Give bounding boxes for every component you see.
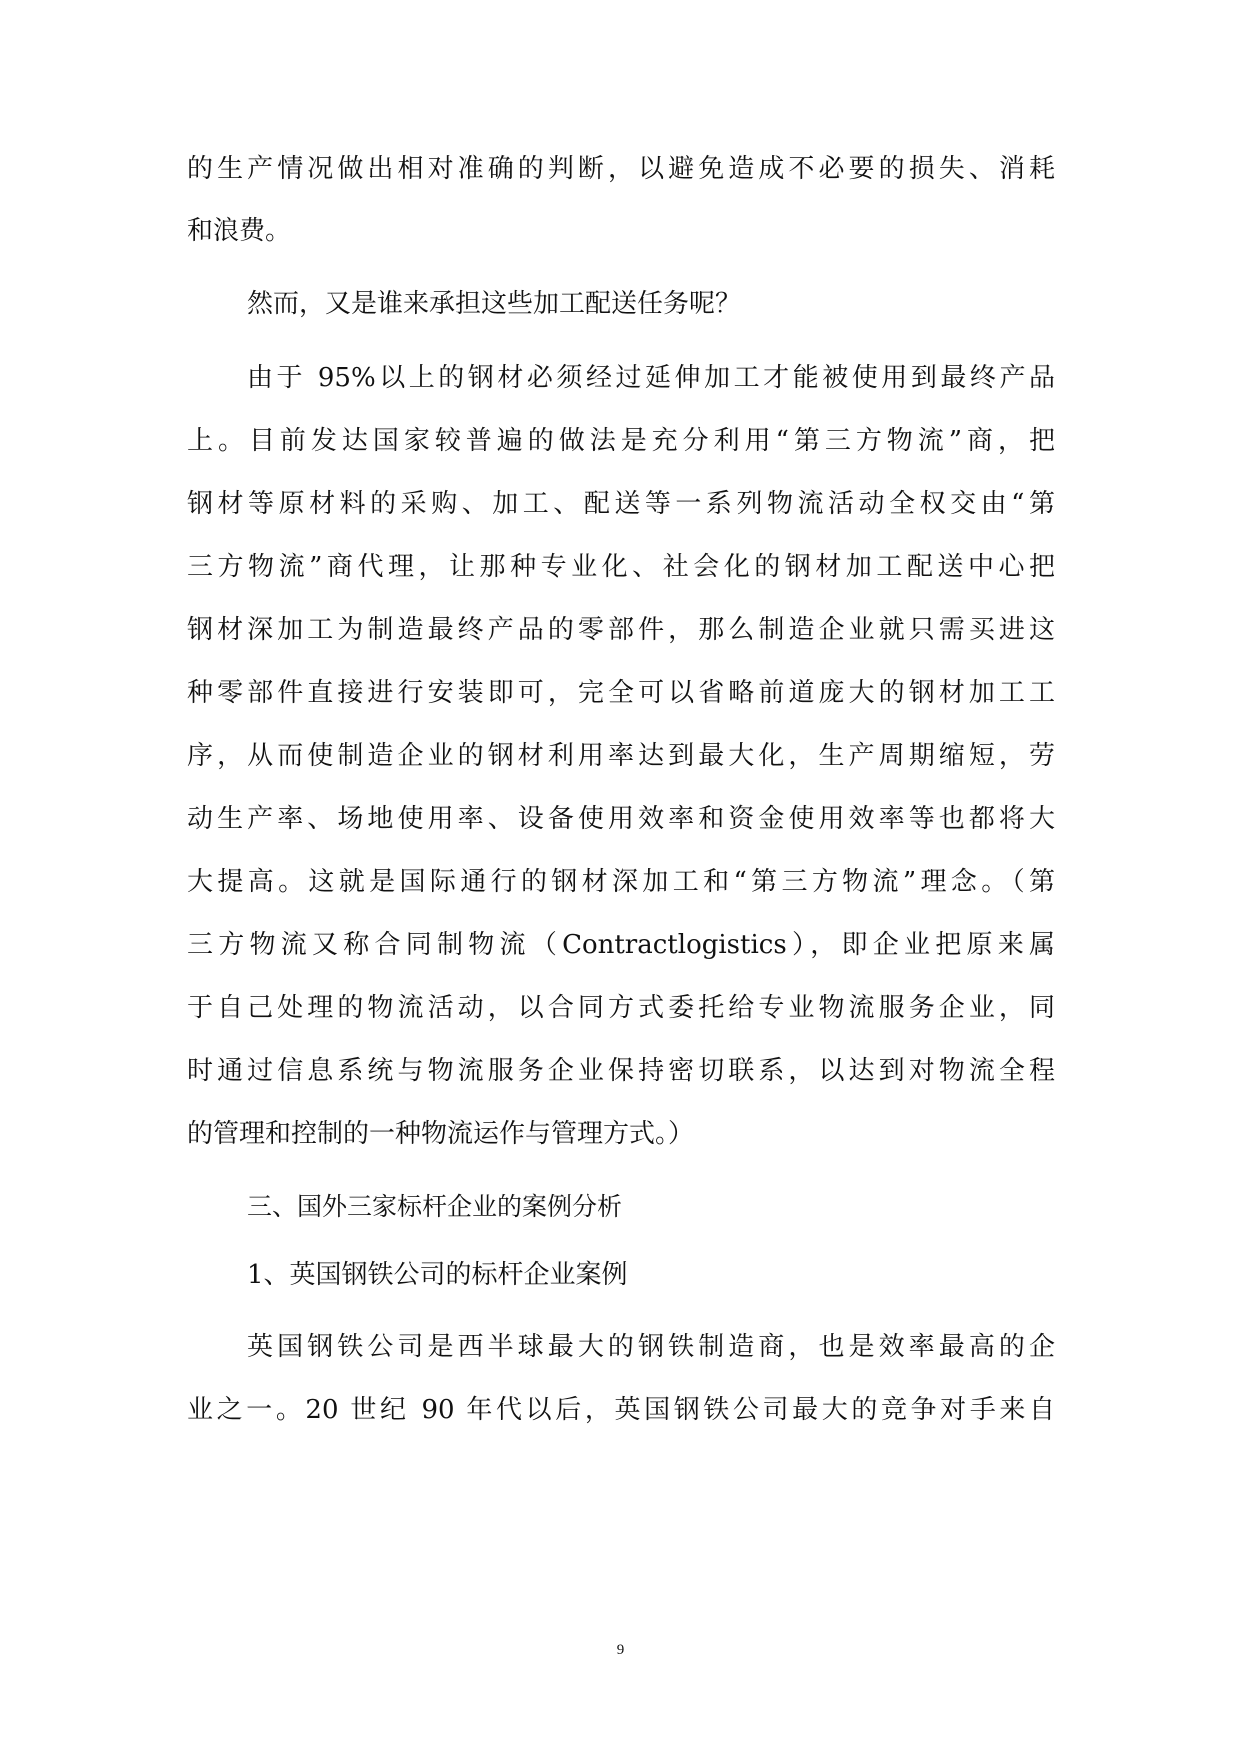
body-text-line: 于自己处理的物流活动，以合同方式委托给专业物流服务企业，同: [187, 993, 1055, 1023]
body-text-line: 大提高。这就是国际通行的钢材深加工和“第三方物流”理念。（第: [187, 867, 1055, 897]
body-text-line: 然而，又是谁来承担这些加工配送任务呢？: [247, 289, 742, 319]
body-text-line: 和浪费。: [187, 216, 292, 246]
body-text-line: 的生产情况做出相对准确的判断，以避免造成不必要的损失、消耗: [187, 154, 1055, 184]
body-text-line: 种零部件直接进行安装即可，完全可以省略前道庞大的钢材加工工: [187, 678, 1055, 708]
body-text-line: 动生产率、场地使用率、设备使用效率和资金使用效率等也都将大: [187, 804, 1055, 834]
subsection-heading: 1、英国钢铁公司的标杆企业案例: [247, 1260, 628, 1290]
body-text-line: 上。目前发达国家较普遍的做法是充分利用“第三方物流”商，把: [187, 426, 1055, 456]
body-text-line: 三方物流”商代理，让那种专业化、社会化的钢材加工配送中心把: [187, 552, 1055, 582]
body-text-line: 钢材等原材料的采购、加工、配送等一系列物流活动全权交由“第: [187, 489, 1055, 519]
body-text-line: 钢材深加工为制造最终产品的零部件，那么制造企业就只需买进这: [187, 615, 1055, 645]
body-text-line: 三方物流又称合同制物流（Contractlogistics），即企业把原来属: [187, 930, 1055, 960]
body-text-line: 业之一。20 世纪 90 年代以后，英国钢铁公司最大的竞争对手来自: [187, 1395, 1055, 1425]
body-text-line: 的管理和控制的一种物流运作与管理方式。）: [187, 1119, 695, 1149]
section-heading: 三、国外三家标杆企业的案例分析: [247, 1192, 623, 1221]
body-text-line: 序，从而使制造企业的钢材利用率达到最大化，生产周期缩短，劳: [187, 741, 1055, 771]
body-text-line: 时通过信息系统与物流服务企业保持密切联系，以达到对物流全程: [187, 1056, 1055, 1086]
body-text-line: 由于 95%以上的钢材必须经过延伸加工才能被使用到最终产品: [247, 363, 1055, 393]
body-text-line: 英国钢铁公司是西半球最大的钢铁制造商，也是效率最高的企: [247, 1332, 1055, 1362]
page-number: 9: [616, 1642, 625, 1658]
